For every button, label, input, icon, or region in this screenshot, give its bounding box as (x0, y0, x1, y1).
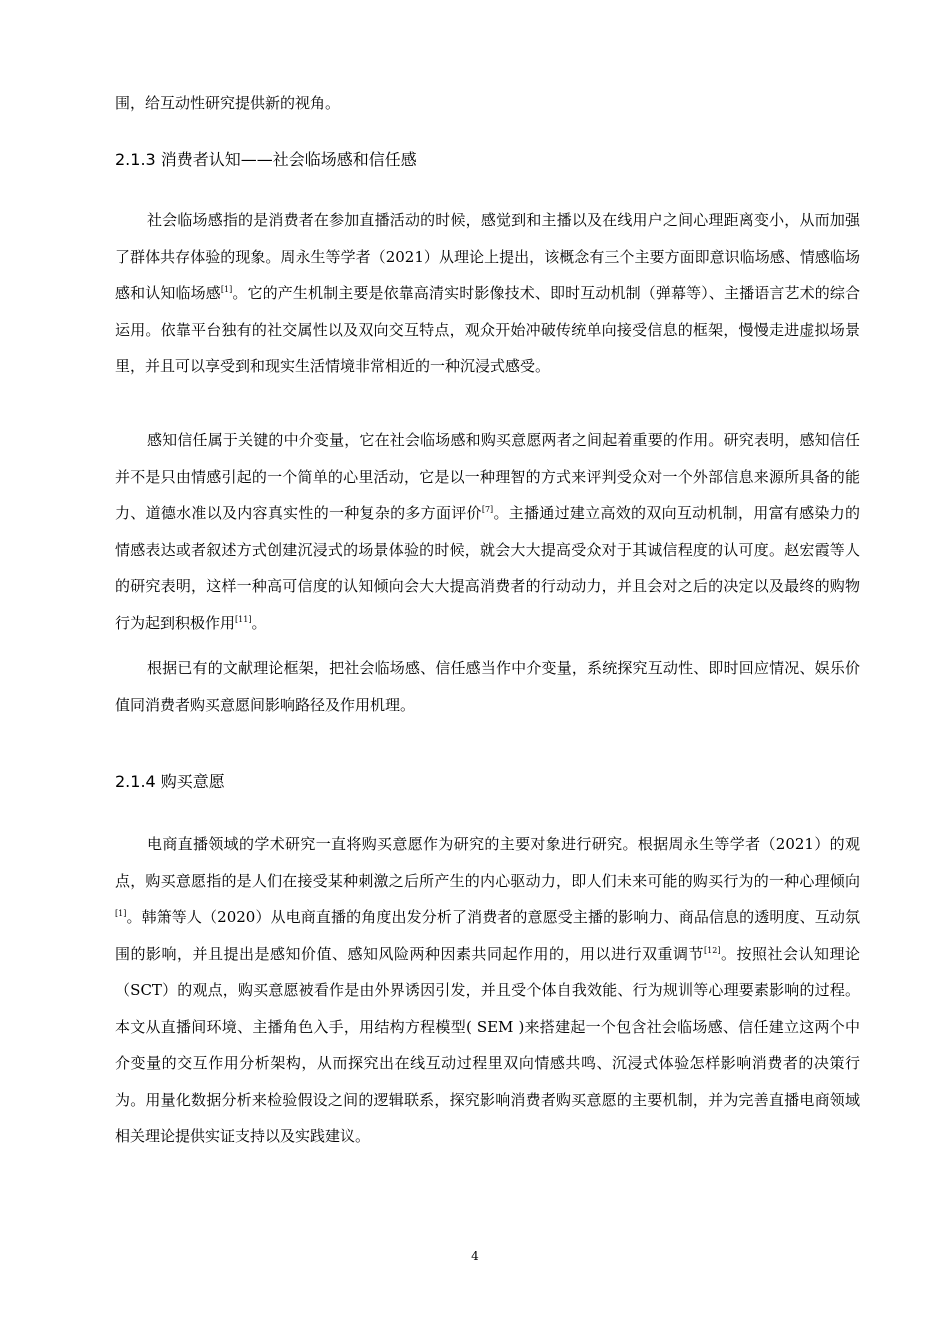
paragraph-text: 。韩箫等人（2020）从电商直播的角度出发分析了消费者的意愿受主播的影响力、商品信息的透明度、互动氛围的影响，并且提出是感知价值、感知风险两种因素共同起作用的，用以进行双重调节 (115, 908, 860, 963)
paragraph-text: 。主播通过建立高效的双向互动机制，用富有感染力的情感表达或者叙述方式创建沉浸式的场景体验的时候，就会大大提高受众对于其诚信程度的认可度。赵宏霞等人的研究表明，这样一种高可信度的认知倾向会大大提高消费者的行动动力，并且会对之后的决定以及最终的购物行为起到积极作用 (115, 504, 860, 632)
continuation-paragraph: 围，给互动性研究提供新的视角。 (115, 94, 341, 112)
citation-ref: [7] (481, 505, 494, 514)
paragraph-text: 。 (251, 613, 267, 632)
paragraph-framework: 根据已有的文献理论框架，把社会临场感、信任感当作中介变量，系统探究互动性、即时回应情况、娱乐价值同消费者购买意愿间影响路径及作用机理。 (115, 659, 860, 714)
citation-ref: [1] (220, 285, 233, 294)
paragraph-text: 电商直播领域的学术研究一直将购买意愿作为研究的主要对象进行研究。根据周永生等学者（2021）的观点，购买意愿指的是人们在接受某种刺激之后所产生的内心驱动力，即人们未来可能的购买行为的一种心理倾向 (115, 835, 860, 890)
paragraph-text: 社会临场感指的是消费者在参加直播活动的时候，感觉到和主播以及在线用户之间心理距离变小，从而加强了群体共存体验的现象。周永生等学者（2021）从理论上提出，该概念有三个主要方面即意识临场感、情感临场感和认知临场感 (115, 211, 860, 302)
citation-ref: [11] (235, 614, 252, 624)
section-heading-2-1-3: 2.1.3 消费者认知——社会临场感和信任感 (115, 150, 417, 169)
paragraph-text: 。它的产生机制主要是依靠高清实时影像技术、即时互动机制（弹幕等）、主播语言艺术的综合运用。依靠平台独有的社交属性以及双向交互特点，观众开始冲破传统单向接受信息的框架，慢慢走进虚拟场景里，并且可以享受到和现实生活情境非常相近的一种沉浸式感受。 (115, 284, 860, 375)
paragraph-text: 。按照社会认知理论（SCT）的观点，购买意愿被看作是由外界诱因引发，并且受个体自我效能、行为规训等心理要素影响的过程。本文从直播间环境、主播角色入手，用结构方程模型( SEM )来搭建起一个包含社会临场感、信任建立这两个中介变量的交互作用分析架构，从而探究出在线互动过程里双向情感共鸣、沉浸式体验怎样影响消费者的决策行为。用量化数据分析来检验假设之间的逻辑联系，探究影响消费者购买意愿的主要机制，并为完善直播电商领域相关理论提供实证支持以及实践建议。 (115, 944, 860, 1145)
section-heading-2-1-4: 2.1.4 购买意愿 (115, 772, 225, 791)
page-number: 4 (471, 1249, 479, 1263)
citation-ref: [1] (115, 909, 127, 918)
paragraph-social-presence (115, 202, 860, 385)
paragraph-text: 感知信任属于关键的中介变量，它在社会临场感和购买意愿两者之间起着重要的作用。研究表明，感知信任并不是只由情感引起的一个简单的心里活动，它是以一种理智的方式来评判受众对一个外部信息来源所具备的能力、道德水准以及内容真实性的一种复杂的多方面评价 (115, 431, 860, 522)
citation-ref: [12] (704, 945, 721, 955)
paragraph-purchase-intention (115, 826, 860, 1155)
paragraph-perceived-trust (115, 422, 860, 641)
